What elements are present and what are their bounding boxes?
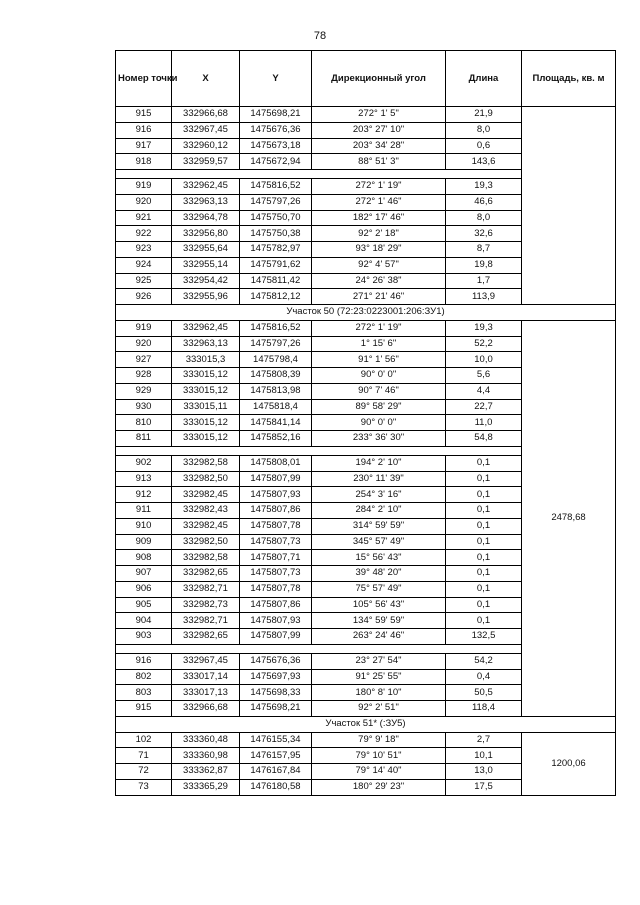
cell-point: 911 bbox=[116, 503, 172, 519]
header-x: X bbox=[172, 51, 240, 107]
cell-point: 927 bbox=[116, 352, 172, 368]
cell-point: 72 bbox=[116, 764, 172, 780]
cell-angle: 90° 0' 0" bbox=[312, 415, 446, 431]
cell-x: 332955,14 bbox=[172, 257, 240, 273]
cell-y: 1475797,26 bbox=[240, 194, 312, 210]
table-row bbox=[116, 107, 616, 123]
cell-angle: 92° 4' 57" bbox=[312, 257, 446, 273]
cell-length: 0,1 bbox=[446, 455, 522, 471]
cell-angle: 79° 9' 18" bbox=[312, 732, 446, 748]
section-row bbox=[116, 305, 616, 321]
cell-x: 332982,71 bbox=[172, 581, 240, 597]
cell-y: 1475697,93 bbox=[240, 669, 312, 685]
cell-x: 332982,50 bbox=[172, 534, 240, 550]
header-row bbox=[116, 51, 616, 107]
cell-length: 0,1 bbox=[446, 518, 522, 534]
cell-angle: 180° 8' 10" bbox=[312, 685, 446, 701]
cell-y: 1475816,52 bbox=[240, 320, 312, 336]
cell-x: 332964,78 bbox=[172, 210, 240, 226]
separator-cell bbox=[116, 170, 522, 179]
header-angle: Дирекционный угол bbox=[312, 51, 446, 107]
cell-x: 332982,65 bbox=[172, 629, 240, 645]
table-row bbox=[116, 732, 616, 748]
cell-y: 1475807,93 bbox=[240, 487, 312, 503]
cell-length: 19,3 bbox=[446, 179, 522, 195]
cell-length: 0,1 bbox=[446, 471, 522, 487]
cell-y: 1475673,18 bbox=[240, 138, 312, 154]
cell-y: 1475816,52 bbox=[240, 179, 312, 195]
cell-x: 333015,12 bbox=[172, 383, 240, 399]
cell-point: 811 bbox=[116, 431, 172, 447]
cell-point: 930 bbox=[116, 399, 172, 415]
cell-length: 0,1 bbox=[446, 566, 522, 582]
cell-point: 102 bbox=[116, 732, 172, 748]
cell-length: 11,0 bbox=[446, 415, 522, 431]
cell-length: 0,4 bbox=[446, 669, 522, 685]
cell-y: 1475808,01 bbox=[240, 455, 312, 471]
cell-length: 8,7 bbox=[446, 242, 522, 258]
cell-angle: 271° 21' 46" bbox=[312, 289, 446, 305]
cell-point: 903 bbox=[116, 629, 172, 645]
cell-length: 13,0 bbox=[446, 764, 522, 780]
cell-y: 1475807,71 bbox=[240, 550, 312, 566]
cell-y: 1475812,12 bbox=[240, 289, 312, 305]
cell-x: 332959,57 bbox=[172, 154, 240, 170]
cell-angle: 88° 51' 3" bbox=[312, 154, 446, 170]
area-cell bbox=[522, 107, 616, 305]
cell-x: 332982,50 bbox=[172, 471, 240, 487]
header-area: Площадь, кв. м bbox=[522, 51, 616, 107]
cell-x: 332982,45 bbox=[172, 487, 240, 503]
cell-angle: 92° 2' 51" bbox=[312, 701, 446, 717]
cell-y: 1475672,94 bbox=[240, 154, 312, 170]
cell-point: 924 bbox=[116, 257, 172, 273]
cell-length: 0,1 bbox=[446, 503, 522, 519]
cell-point: 910 bbox=[116, 518, 172, 534]
cell-angle: 203° 27' 10" bbox=[312, 122, 446, 138]
cell-y: 1475807,86 bbox=[240, 597, 312, 613]
cell-point: 915 bbox=[116, 107, 172, 123]
cell-angle: 254° 3' 16" bbox=[312, 487, 446, 503]
cell-point: 907 bbox=[116, 566, 172, 582]
cell-point: 922 bbox=[116, 226, 172, 242]
cell-y: 1475698,21 bbox=[240, 107, 312, 123]
cell-y: 1476157,95 bbox=[240, 748, 312, 764]
cell-x: 332982,73 bbox=[172, 597, 240, 613]
cell-angle: 180° 29' 23" bbox=[312, 779, 446, 795]
cell-point: 929 bbox=[116, 383, 172, 399]
cell-y: 1476180,58 bbox=[240, 779, 312, 795]
cell-x: 333360,48 bbox=[172, 732, 240, 748]
cell-angle: 105° 56' 43" bbox=[312, 597, 446, 613]
cell-length: 8,0 bbox=[446, 122, 522, 138]
cell-angle: 15° 56' 43" bbox=[312, 550, 446, 566]
cell-angle: 203° 34' 28" bbox=[312, 138, 446, 154]
coordinates-table bbox=[115, 50, 616, 796]
cell-angle: 263° 24' 46" bbox=[312, 629, 446, 645]
cell-point: 909 bbox=[116, 534, 172, 550]
cell-point: 904 bbox=[116, 613, 172, 629]
cell-length: 50,5 bbox=[446, 685, 522, 701]
cell-point: 73 bbox=[116, 779, 172, 795]
cell-y: 1475807,73 bbox=[240, 566, 312, 582]
cell-y: 1475798,4 bbox=[240, 352, 312, 368]
cell-y: 1475698,21 bbox=[240, 701, 312, 717]
cell-angle: 90° 7' 46" bbox=[312, 383, 446, 399]
cell-x: 332963,13 bbox=[172, 194, 240, 210]
cell-x: 332955,96 bbox=[172, 289, 240, 305]
cell-angle: 75° 57' 49" bbox=[312, 581, 446, 597]
cell-point: 925 bbox=[116, 273, 172, 289]
cell-y: 1475676,36 bbox=[240, 122, 312, 138]
separator-cell bbox=[116, 644, 522, 653]
cell-x: 333015,12 bbox=[172, 415, 240, 431]
cell-angle: 230° 11' 39" bbox=[312, 471, 446, 487]
cell-angle: 91° 25' 55" bbox=[312, 669, 446, 685]
cell-length: 22,7 bbox=[446, 399, 522, 415]
cell-point: 919 bbox=[116, 320, 172, 336]
cell-point: 802 bbox=[116, 669, 172, 685]
cell-length: 8,0 bbox=[446, 210, 522, 226]
cell-length: 118,4 bbox=[446, 701, 522, 717]
cell-x: 333017,14 bbox=[172, 669, 240, 685]
cell-x: 332962,45 bbox=[172, 179, 240, 195]
cell-x: 333015,3 bbox=[172, 352, 240, 368]
cell-length: 54,8 bbox=[446, 431, 522, 447]
cell-x: 332955,64 bbox=[172, 242, 240, 258]
page-number: 78 bbox=[313, 30, 327, 42]
cell-angle: 182° 17' 46" bbox=[312, 210, 446, 226]
header-point: Номер точки bbox=[116, 51, 172, 107]
cell-angle: 194° 2' 10" bbox=[312, 455, 446, 471]
cell-angle: 314° 59' 59" bbox=[312, 518, 446, 534]
cell-x: 333015,12 bbox=[172, 431, 240, 447]
section-title: Участок 50 (72:23:0223001:206:ЗУ1) bbox=[116, 305, 616, 321]
cell-point: 71 bbox=[116, 748, 172, 764]
cell-length: 10,0 bbox=[446, 352, 522, 368]
cell-angle: 233° 36' 30" bbox=[312, 431, 446, 447]
area-cell: 1200,06 bbox=[522, 732, 616, 795]
cell-y: 1475813,98 bbox=[240, 383, 312, 399]
cell-x: 332982,65 bbox=[172, 566, 240, 582]
cell-point: 926 bbox=[116, 289, 172, 305]
cell-x: 332956,80 bbox=[172, 226, 240, 242]
cell-angle: 272° 1' 46" bbox=[312, 194, 446, 210]
cell-x: 332962,45 bbox=[172, 320, 240, 336]
cell-y: 1475852,16 bbox=[240, 431, 312, 447]
cell-length: 0,1 bbox=[446, 581, 522, 597]
section-title: Участок 51* (:ЗУ5) bbox=[116, 716, 616, 732]
cell-length: 0,1 bbox=[446, 613, 522, 629]
cell-x: 332982,58 bbox=[172, 455, 240, 471]
cell-x: 332982,71 bbox=[172, 613, 240, 629]
cell-point: 908 bbox=[116, 550, 172, 566]
cell-angle: 272° 1' 19" bbox=[312, 179, 446, 195]
cell-y: 1475841,14 bbox=[240, 415, 312, 431]
cell-x: 333362,87 bbox=[172, 764, 240, 780]
cell-point: 919 bbox=[116, 179, 172, 195]
cell-point: 902 bbox=[116, 455, 172, 471]
cell-angle: 272° 1' 19" bbox=[312, 320, 446, 336]
cell-angle: 1° 15' 6" bbox=[312, 336, 446, 352]
cell-length: 54,2 bbox=[446, 653, 522, 669]
cell-x: 332960,12 bbox=[172, 138, 240, 154]
cell-angle: 39° 48' 20" bbox=[312, 566, 446, 582]
cell-length: 143,6 bbox=[446, 154, 522, 170]
cell-x: 332963,13 bbox=[172, 336, 240, 352]
cell-angle: 90° 0' 0" bbox=[312, 368, 446, 384]
section-row bbox=[116, 716, 616, 732]
cell-x: 333015,12 bbox=[172, 368, 240, 384]
header-length: Длина bbox=[446, 51, 522, 107]
cell-y: 1475818,4 bbox=[240, 399, 312, 415]
cell-angle: 93° 18' 29" bbox=[312, 242, 446, 258]
cell-point: 913 bbox=[116, 471, 172, 487]
cell-y: 1475676,36 bbox=[240, 653, 312, 669]
cell-angle: 79° 10' 51" bbox=[312, 748, 446, 764]
cell-x: 332982,58 bbox=[172, 550, 240, 566]
cell-point: 810 bbox=[116, 415, 172, 431]
cell-length: 4,4 bbox=[446, 383, 522, 399]
cell-y: 1475807,78 bbox=[240, 581, 312, 597]
table-row bbox=[116, 320, 616, 336]
cell-length: 0,1 bbox=[446, 550, 522, 566]
cell-y: 1475807,99 bbox=[240, 471, 312, 487]
cell-point: 906 bbox=[116, 581, 172, 597]
cell-point: 921 bbox=[116, 210, 172, 226]
cell-length: 0,1 bbox=[446, 534, 522, 550]
cell-y: 1475797,26 bbox=[240, 336, 312, 352]
cell-angle: 23° 27' 54" bbox=[312, 653, 446, 669]
cell-point: 918 bbox=[116, 154, 172, 170]
cell-length: 2,7 bbox=[446, 732, 522, 748]
cell-angle: 345° 57' 49" bbox=[312, 534, 446, 550]
cell-y: 1475807,86 bbox=[240, 503, 312, 519]
cell-y: 1475811,42 bbox=[240, 273, 312, 289]
cell-y: 1475807,93 bbox=[240, 613, 312, 629]
cell-x: 332966,68 bbox=[172, 107, 240, 123]
cell-angle: 91° 1' 56" bbox=[312, 352, 446, 368]
cell-point: 915 bbox=[116, 701, 172, 717]
cell-y: 1475807,73 bbox=[240, 534, 312, 550]
cell-length: 21,9 bbox=[446, 107, 522, 123]
cell-length: 19,3 bbox=[446, 320, 522, 336]
cell-point: 905 bbox=[116, 597, 172, 613]
cell-x: 332967,45 bbox=[172, 653, 240, 669]
cell-length: 0,1 bbox=[446, 487, 522, 503]
cell-length: 17,5 bbox=[446, 779, 522, 795]
cell-x: 332982,45 bbox=[172, 518, 240, 534]
cell-length: 46,6 bbox=[446, 194, 522, 210]
cell-angle: 272° 1' 5" bbox=[312, 107, 446, 123]
cell-angle: 92° 2' 18" bbox=[312, 226, 446, 242]
cell-length: 113,9 bbox=[446, 289, 522, 305]
cell-y: 1475807,99 bbox=[240, 629, 312, 645]
cell-point: 803 bbox=[116, 685, 172, 701]
cell-x: 333017,13 bbox=[172, 685, 240, 701]
cell-x: 332967,45 bbox=[172, 122, 240, 138]
cell-point: 917 bbox=[116, 138, 172, 154]
cell-y: 1475750,38 bbox=[240, 226, 312, 242]
cell-length: 19,8 bbox=[446, 257, 522, 273]
cell-x: 332982,43 bbox=[172, 503, 240, 519]
area-cell: 2478,68 bbox=[522, 320, 616, 716]
cell-x: 333360,98 bbox=[172, 748, 240, 764]
cell-length: 1,7 bbox=[446, 273, 522, 289]
cell-length: 10,1 bbox=[446, 748, 522, 764]
cell-length: 0,6 bbox=[446, 138, 522, 154]
cell-point: 912 bbox=[116, 487, 172, 503]
cell-y: 1475808,39 bbox=[240, 368, 312, 384]
cell-angle: 79° 14' 40" bbox=[312, 764, 446, 780]
cell-point: 920 bbox=[116, 336, 172, 352]
cell-y: 1475782,97 bbox=[240, 242, 312, 258]
cell-x: 332954,42 bbox=[172, 273, 240, 289]
cell-y: 1475791,62 bbox=[240, 257, 312, 273]
cell-y: 1475750,70 bbox=[240, 210, 312, 226]
cell-y: 1476167,84 bbox=[240, 764, 312, 780]
table-body bbox=[116, 107, 616, 796]
cell-point: 920 bbox=[116, 194, 172, 210]
cell-length: 0,1 bbox=[446, 597, 522, 613]
cell-point: 928 bbox=[116, 368, 172, 384]
cell-angle: 24° 26' 38" bbox=[312, 273, 446, 289]
cell-length: 132,5 bbox=[446, 629, 522, 645]
cell-y: 1475698,33 bbox=[240, 685, 312, 701]
cell-angle: 89° 58' 29" bbox=[312, 399, 446, 415]
cell-angle: 134° 59' 59" bbox=[312, 613, 446, 629]
header-y: Y bbox=[240, 51, 312, 107]
cell-point: 916 bbox=[116, 653, 172, 669]
cell-y: 1475807,78 bbox=[240, 518, 312, 534]
cell-length: 52,2 bbox=[446, 336, 522, 352]
cell-length: 5,6 bbox=[446, 368, 522, 384]
cell-x: 333015,11 bbox=[172, 399, 240, 415]
separator-cell bbox=[116, 446, 522, 455]
cell-y: 1476155,34 bbox=[240, 732, 312, 748]
cell-x: 333365,29 bbox=[172, 779, 240, 795]
cell-point: 916 bbox=[116, 122, 172, 138]
cell-x: 332966,68 bbox=[172, 701, 240, 717]
cell-angle: 284° 2' 10" bbox=[312, 503, 446, 519]
cell-point: 923 bbox=[116, 242, 172, 258]
cell-length: 32,6 bbox=[446, 226, 522, 242]
